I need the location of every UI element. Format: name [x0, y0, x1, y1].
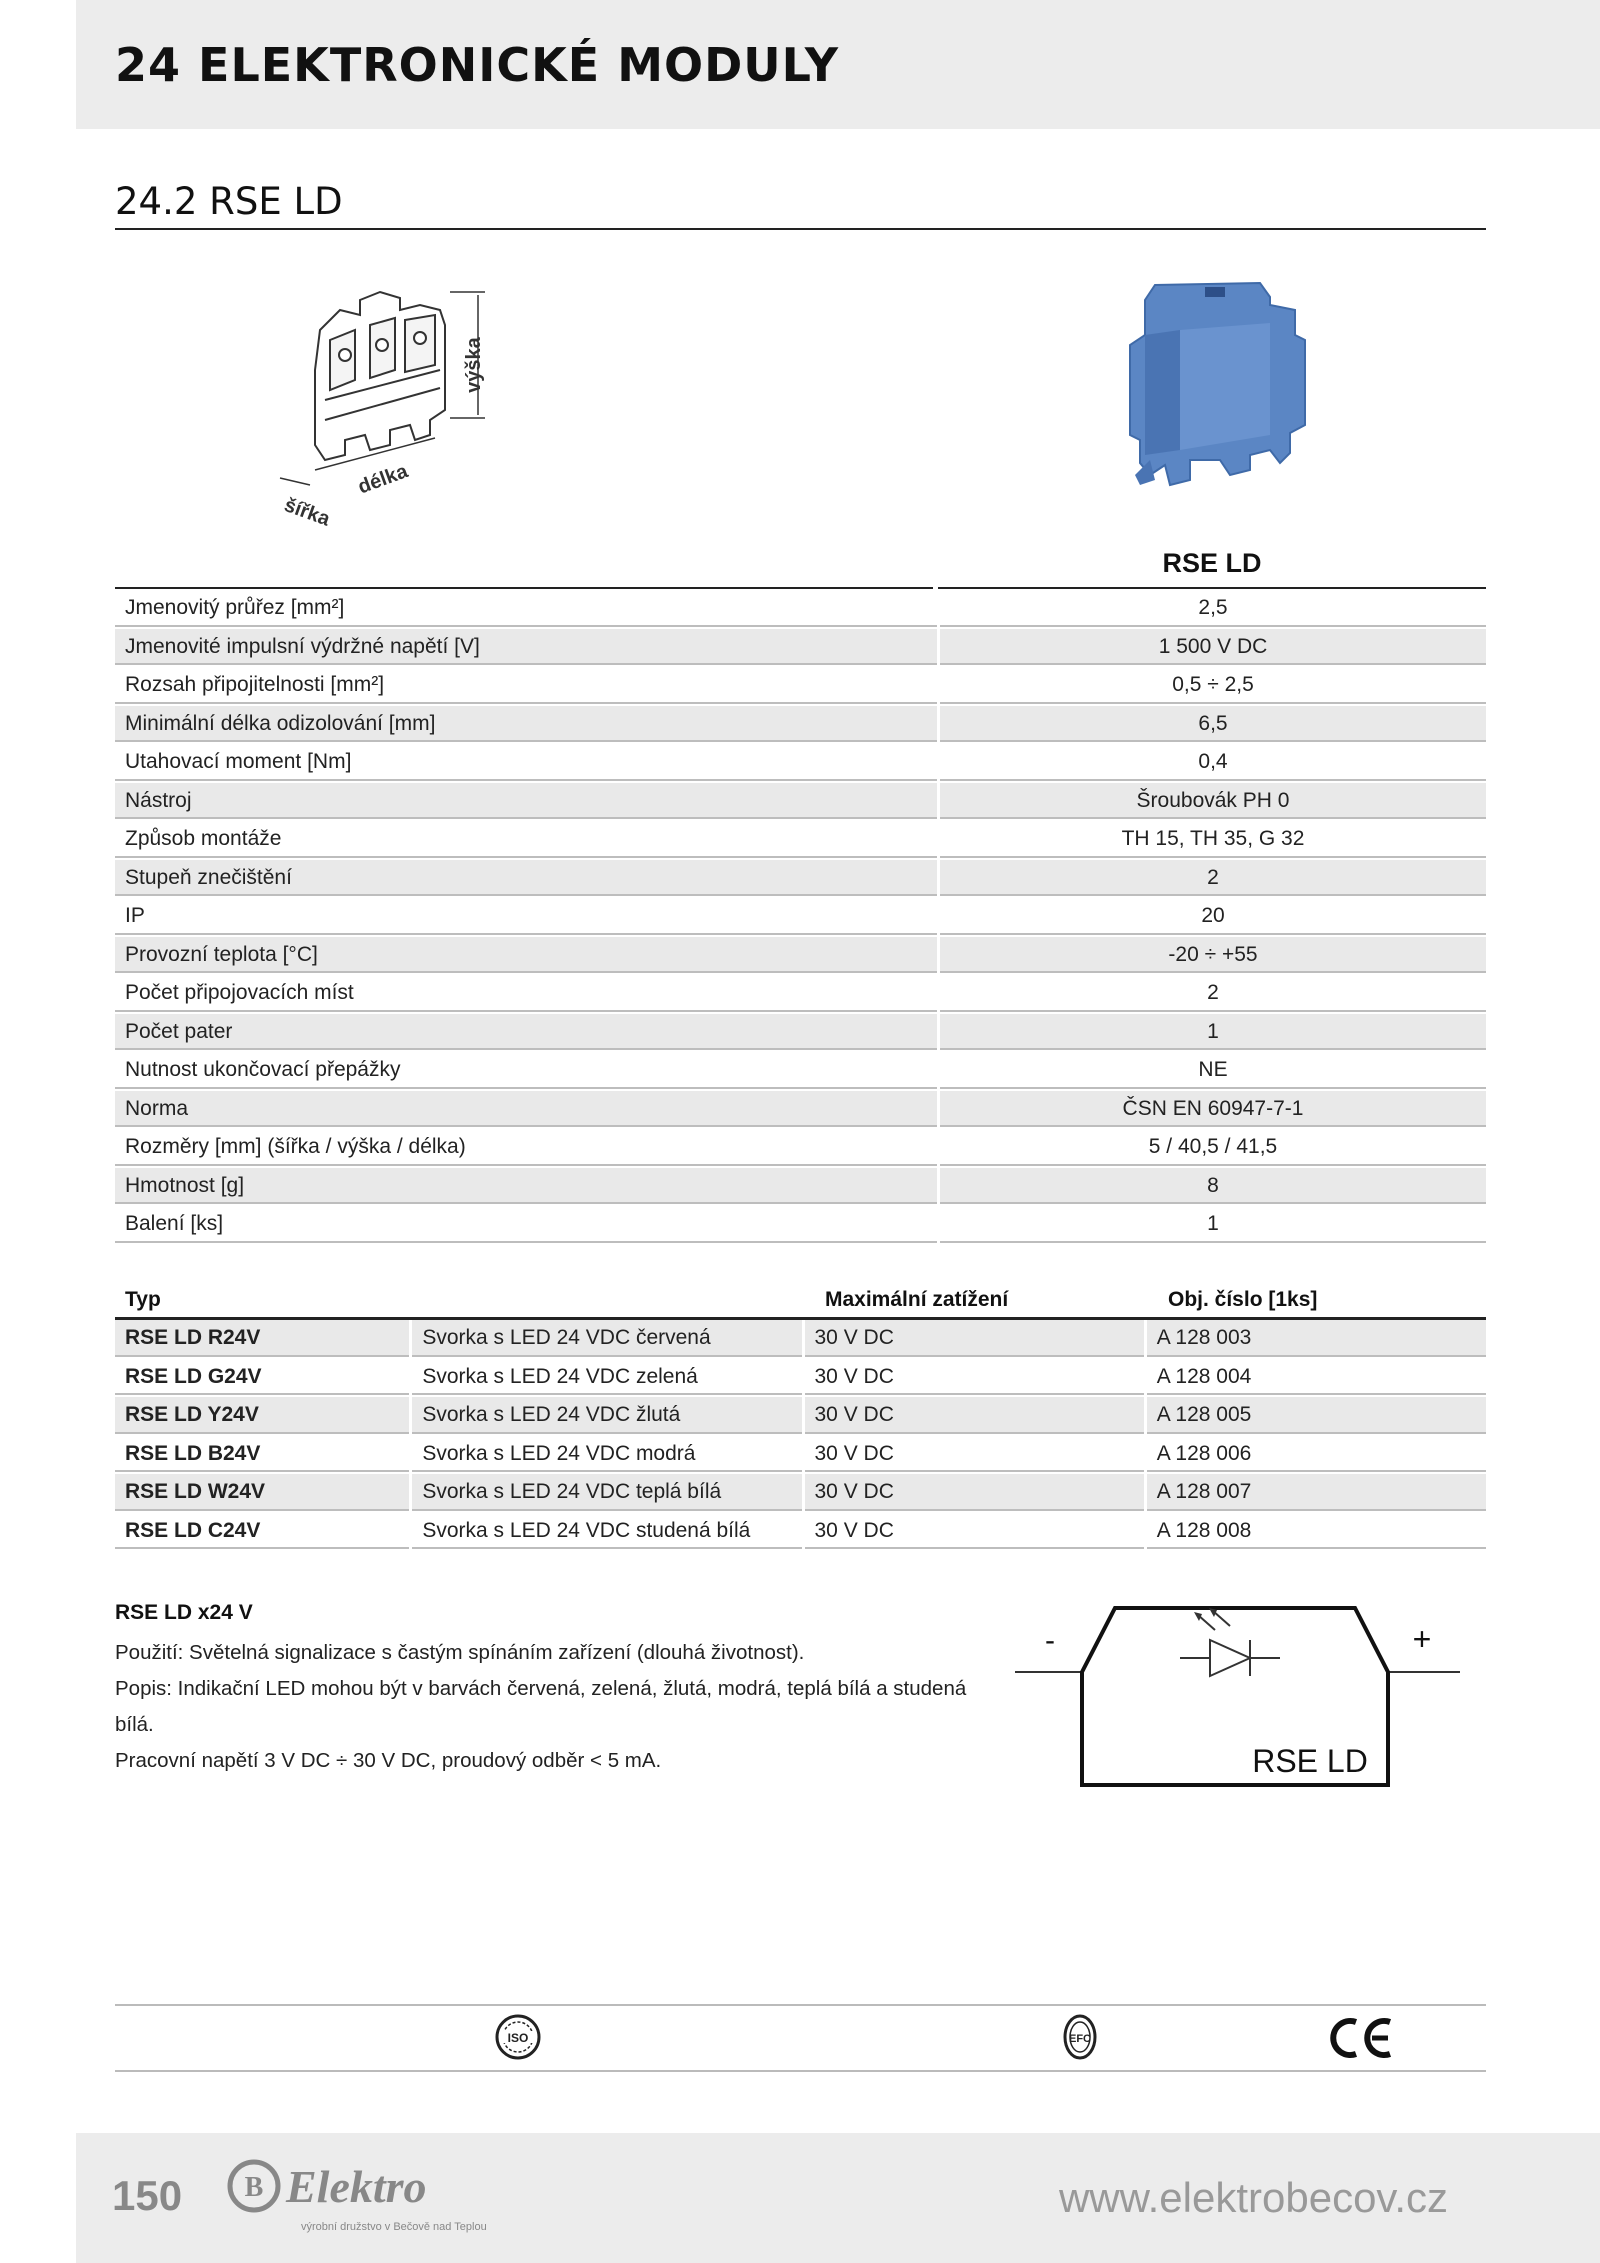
chapter-title: 24 ELEKTRONICKÉ MODULY: [115, 38, 840, 92]
spec-row: [115, 1129, 1486, 1168]
spec-value: 20: [940, 898, 1486, 935]
spec-table: [115, 590, 1486, 1245]
type-code: RSE LD G24V: [115, 1359, 409, 1396]
spec-value: -20 ÷ +55: [940, 937, 1486, 974]
spec-row: [115, 1206, 1486, 1245]
spec-row: [115, 667, 1486, 706]
spec-label: Hmotnost [g]: [115, 1168, 937, 1205]
types-header-load: Maximální zatížení: [825, 1288, 1009, 1311]
spec-value: 1: [940, 1014, 1486, 1051]
type-order-number: A 128 008: [1147, 1513, 1486, 1550]
spec-label: Počet připojovacích míst: [115, 975, 937, 1012]
spec-value: TH 15, TH 35, G 32: [940, 821, 1486, 858]
spec-row: [115, 744, 1486, 783]
spec-row: [115, 783, 1486, 822]
length-label: délka: [355, 460, 411, 499]
type-description: Svorka s LED 24 VDC teplá bílá: [412, 1474, 801, 1511]
efc-cert-icon: [1062, 2013, 1098, 2061]
type-code: RSE LD C24V: [115, 1513, 409, 1550]
type-order-number: A 128 003: [1147, 1320, 1486, 1357]
type-row: [115, 1513, 1486, 1552]
type-max-load: 30 V DC: [805, 1359, 1144, 1396]
spec-row: [115, 937, 1486, 976]
note-line-voltage: Pracovní napětí 3 V DC ÷ 30 V DC, proudový odběr < 5 mA.: [115, 1749, 662, 1772]
spec-head-rule: [938, 587, 1486, 589]
svg-text:Elektro: Elektro: [286, 2161, 427, 2212]
spec-label: Rozměry [mm] (šířka / výška / délka): [115, 1129, 937, 1166]
type-description: Svorka s LED 24 VDC studená bílá: [412, 1513, 801, 1550]
spec-row: [115, 975, 1486, 1014]
elektro-logo: [226, 2158, 546, 2238]
spec-label: Způsob montáže: [115, 821, 937, 858]
product-photo: [1110, 275, 1320, 500]
iso-cert-icon: [494, 2013, 542, 2061]
note-title: RSE LD x24 V: [115, 1601, 253, 1624]
type-row: [115, 1474, 1486, 1513]
spec-value: 2: [940, 860, 1486, 897]
spec-value: 2,5: [940, 590, 1486, 627]
type-row: [115, 1436, 1486, 1475]
spec-value: Šroubovák PH 0: [940, 783, 1486, 820]
type-description: Svorka s LED 24 VDC modrá: [412, 1436, 801, 1473]
types-header-order: Obj. číslo [1ks]: [1168, 1288, 1318, 1311]
spec-value: 1: [940, 1206, 1486, 1243]
minus-label: -: [1045, 1624, 1055, 1657]
type-row: [115, 1397, 1486, 1436]
spec-value: 0,4: [940, 744, 1486, 781]
svg-text:B: B: [244, 2172, 264, 2203]
type-row: [115, 1359, 1486, 1398]
svg-text:ISO: ISO: [507, 2031, 529, 2045]
spec-value: 8: [940, 1168, 1486, 1205]
types-header-desc: [415, 1283, 813, 1317]
note-line-description: Popis: Indikační LED mohou být v barvách červená, zelená, žlutá, modrá, teplá bílá a studená bílá.: [115, 1677, 967, 1736]
spec-label: IP: [115, 898, 937, 935]
spec-label: Norma: [115, 1091, 937, 1128]
spec-value: 6,5: [940, 706, 1486, 743]
note-line-usage: Použití: Světelná signalizace s častým spínáním zařízení (dlouhá životnost).: [115, 1641, 805, 1664]
website-url: www.elektrobecov.cz: [1058, 2174, 1448, 2221]
spec-row: [115, 860, 1486, 899]
spec-left-rule: [115, 587, 933, 589]
width-label: šířka: [281, 494, 333, 531]
type-order-number: A 128 004: [1147, 1359, 1486, 1396]
spec-row: [115, 706, 1486, 745]
spec-value: 1 500 V DC: [940, 629, 1486, 666]
svg-text:výrobní družstvo v Bečově nad: výrobní družstvo v Bečově nad Teplou: [301, 2221, 487, 2233]
type-code: RSE LD W24V: [115, 1474, 409, 1511]
spec-label: Minimální délka odizolování [mm]: [115, 706, 937, 743]
spec-value: NE: [940, 1052, 1486, 1089]
spec-value: 0,5 ÷ 2,5: [940, 667, 1486, 704]
spec-label: Jmenovitý průřez [mm²]: [115, 590, 937, 627]
spec-label: Rozsah připojitelnosti [mm²]: [115, 667, 937, 704]
spec-label: Nutnost ukončovací přepážky: [115, 1052, 937, 1089]
spec-label: Nástroj: [115, 783, 937, 820]
types-header-typ: Typ: [125, 1288, 161, 1311]
type-order-number: A 128 006: [1147, 1436, 1486, 1473]
spec-value: 5 / 40,5 / 41,5: [940, 1129, 1486, 1166]
type-description: Svorka s LED 24 VDC zelená: [412, 1359, 801, 1396]
spec-row: [115, 898, 1486, 937]
spec-label: Utahovací moment [Nm]: [115, 744, 937, 781]
type-max-load: 30 V DC: [805, 1474, 1144, 1511]
circuit-label: RSE LD: [1252, 1743, 1368, 1779]
cert-rule-bottom: [115, 2070, 1486, 2072]
type-row: [115, 1320, 1486, 1359]
section-rule: [115, 228, 1486, 230]
spec-row: [115, 1014, 1486, 1053]
type-order-number: A 128 007: [1147, 1474, 1486, 1511]
height-label: výška: [463, 337, 485, 393]
circuit-diagram: [1010, 1600, 1470, 1800]
page-number: 150: [112, 2172, 183, 2219]
type-max-load: 30 V DC: [805, 1320, 1144, 1357]
plus-label: +: [1412, 1621, 1432, 1657]
section-title: 24.2 RSE LD: [115, 180, 343, 223]
spec-row: [115, 1091, 1486, 1130]
spec-row: [115, 1168, 1486, 1207]
spec-label: Jmenovité impulsní výdržné napětí [V]: [115, 629, 937, 666]
type-description: Svorka s LED 24 VDC žlutá: [412, 1397, 801, 1434]
type-description: Svorka s LED 24 VDC červená: [412, 1320, 801, 1357]
spec-label: Balení [ks]: [115, 1206, 937, 1243]
types-table: [115, 1283, 1486, 1551]
spec-row: [115, 590, 1486, 629]
spec-label: Provozní teplota [°C]: [115, 937, 937, 974]
spec-label: Stupeň znečištění: [115, 860, 937, 897]
ce-mark-icon: [1326, 2016, 1396, 2060]
svg-text:EFC: EFC: [1069, 2033, 1091, 2045]
spec-value: ČSN EN 60947-7-1: [940, 1091, 1486, 1128]
type-max-load: 30 V DC: [805, 1513, 1144, 1550]
dimension-drawing: [270, 270, 510, 550]
type-code: RSE LD Y24V: [115, 1397, 409, 1434]
spec-row: [115, 1052, 1486, 1091]
spec-row: [115, 821, 1486, 860]
type-code: RSE LD R24V: [115, 1320, 409, 1357]
led-icon: [1180, 1611, 1280, 1676]
spec-label: Počet pater: [115, 1014, 937, 1051]
type-code: RSE LD B24V: [115, 1436, 409, 1473]
cert-rule-top: [115, 2004, 1486, 2006]
type-order-number: A 128 005: [1147, 1397, 1486, 1434]
type-max-load: 30 V DC: [805, 1397, 1144, 1434]
spec-row: [115, 629, 1486, 668]
note-block: [115, 1601, 995, 1779]
type-max-load: 30 V DC: [805, 1436, 1144, 1473]
types-header-row: [115, 1283, 1486, 1320]
spec-value: 2: [940, 975, 1486, 1012]
spec-column-header: RSE LD: [1162, 548, 1262, 578]
